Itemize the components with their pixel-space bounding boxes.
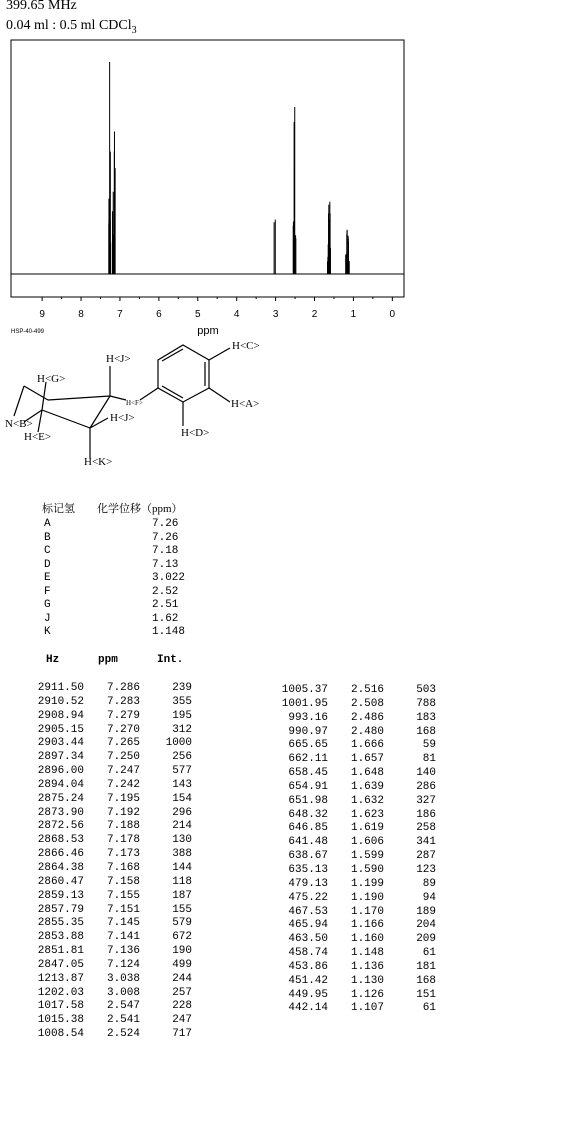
peak-int: 247 <box>172 1014 192 1027</box>
x-axis-label: ppm <box>197 325 219 336</box>
peak-hz: 453.86 <box>288 960 328 973</box>
peak-ppm: 7.141 <box>106 931 140 944</box>
peak-row <box>272 850 436 864</box>
peak-int: 1000 <box>165 737 192 750</box>
peak-hz: 2853.88 <box>37 931 84 944</box>
peak-hz: 2894.04 <box>37 778 84 791</box>
spectrometer-frequency: 399.65 MHz <box>6 0 77 13</box>
peak-ppm: 7.155 <box>106 889 140 902</box>
peak-ppm: 1.632 <box>350 794 384 807</box>
peak-row <box>28 931 192 945</box>
peak-int: 256 <box>172 751 192 764</box>
peak-table-left <box>28 682 192 1042</box>
assignment-shift: 3.022 <box>152 572 186 584</box>
peak-hz: 2859.13 <box>37 889 84 902</box>
x-tick-label-6: 6 <box>156 309 162 320</box>
peak-row <box>272 684 436 698</box>
col-int-header: Int. <box>157 654 184 666</box>
assignment-row <box>42 599 212 613</box>
peak-ppm: 7.242 <box>106 778 140 791</box>
peak-int: 189 <box>416 905 436 918</box>
peak-ppm: 7.158 <box>106 875 140 888</box>
peak-ppm: 1.657 <box>350 753 384 766</box>
peak-int: 94 <box>422 891 436 904</box>
assignment-shift: 1.62 <box>152 612 179 625</box>
peak-row <box>272 892 436 906</box>
peak-row <box>28 820 192 834</box>
peak-int: 503 <box>416 684 436 696</box>
peak-ppm: 2.516 <box>350 684 384 696</box>
peak-ppm: 7.124 <box>106 958 140 971</box>
label-hf: H<F> <box>126 399 143 407</box>
bond-hg <box>42 382 46 410</box>
peak-row <box>272 809 436 823</box>
peak-int: 239 <box>172 682 192 694</box>
peak-int: 181 <box>416 960 436 973</box>
peak-row <box>272 864 436 878</box>
x-axis <box>39 297 395 320</box>
assignment-label: J <box>44 612 51 625</box>
peak-row <box>272 726 436 740</box>
peak-row <box>272 712 436 726</box>
peak-ppm: 1.190 <box>350 891 384 904</box>
peak-hz: 635.13 <box>288 863 328 876</box>
peak-ppm: 1.666 <box>350 739 384 752</box>
peak-ppm: 2.486 <box>350 711 384 724</box>
x-tick-label-4: 4 <box>233 309 240 320</box>
peak-row <box>272 1002 436 1016</box>
peak-hz: 651.98 <box>288 794 328 807</box>
peak-ppm: 7.279 <box>106 709 140 722</box>
peak-hz: 2903.44 <box>37 737 84 750</box>
label-hg: H<G> <box>37 373 66 385</box>
peak-row <box>28 724 192 738</box>
peak-ppm: 7.173 <box>106 848 140 861</box>
peak-row <box>28 987 192 1001</box>
peak-row <box>28 710 192 724</box>
peak-int: 186 <box>416 808 436 821</box>
x-tick-label-9: 9 <box>39 309 45 320</box>
peak-row <box>272 933 436 947</box>
peak-ppm: 1.199 <box>350 877 384 890</box>
peak-hz: 654.91 <box>288 780 328 793</box>
peak-hz: 2896.00 <box>37 765 84 778</box>
peak-int: 61 <box>422 1002 436 1015</box>
assignment-table <box>42 500 212 640</box>
peak-row <box>28 807 192 821</box>
peak-row <box>272 698 436 712</box>
label-hj-axial: H<J> <box>110 412 135 424</box>
peak-ppm: 1.160 <box>350 933 384 946</box>
peak-row <box>272 878 436 892</box>
peak-int: 144 <box>172 861 192 874</box>
peak-ppm: 1.148 <box>350 947 384 960</box>
assignment-shift: 2.52 <box>152 585 179 598</box>
peak-ppm: 7.188 <box>106 820 140 833</box>
peak-hz: 1008.54 <box>37 1028 84 1041</box>
peak-ppm: 3.008 <box>106 986 140 999</box>
assignment-row <box>42 518 212 532</box>
molecule-structure <box>0 330 300 480</box>
peak-hz: 1001.95 <box>281 697 328 710</box>
peak-int: 143 <box>172 778 192 791</box>
peak-int: 341 <box>416 836 436 849</box>
peak-row <box>28 945 192 959</box>
assignment-row <box>42 545 212 559</box>
assignment-label: F <box>44 585 51 598</box>
peak-hz: 2864.38 <box>37 861 84 874</box>
peak-int: 296 <box>172 806 192 819</box>
bond-c4-c5 <box>48 396 110 400</box>
peak-int: 204 <box>416 919 436 932</box>
peak-ppm: 2.508 <box>350 697 384 710</box>
peak-int: 214 <box>172 820 192 833</box>
peak-row <box>28 751 192 765</box>
peak-int: 155 <box>172 903 192 916</box>
peak-row <box>28 876 192 890</box>
peak-int: 287 <box>416 850 436 863</box>
peak-ppm: 1.126 <box>350 988 384 1001</box>
label-nb: N<B> <box>5 418 33 430</box>
peak-row <box>272 822 436 836</box>
peak-int: 579 <box>172 917 192 930</box>
col-ppm-header: ppm <box>98 654 118 666</box>
peak-ppm: 1.170 <box>350 905 384 918</box>
peak-ppm: 7.286 <box>106 682 140 694</box>
assignment-shift: 7.18 <box>152 545 179 557</box>
peak-row <box>28 1014 192 1028</box>
peak-ppm: 1.619 <box>350 822 384 835</box>
peak-ppm: 7.250 <box>106 751 140 764</box>
peak-int: 89 <box>422 877 436 890</box>
x-tick-label-1: 1 <box>350 309 357 320</box>
label-hc: H<C> <box>232 340 260 352</box>
peak-hz: 2868.53 <box>37 834 84 847</box>
assignment-header <box>42 500 212 516</box>
assignment-row <box>42 572 212 586</box>
nmr-spectrum-chart <box>0 36 570 336</box>
assignment-shift: 7.26 <box>152 531 179 544</box>
peak-hz: 2855.35 <box>37 917 84 930</box>
peak-hz: 442.14 <box>288 1002 328 1015</box>
peak-ppm: 7.195 <box>106 792 140 805</box>
x-tick-label-8: 8 <box>78 309 84 320</box>
peak-ppm: 1.639 <box>350 780 384 793</box>
peak-hz: 2857.79 <box>37 903 84 916</box>
label-ha: H<A> <box>231 398 260 410</box>
peak-hz: 451.42 <box>288 974 328 987</box>
peak-hz: 648.32 <box>288 808 328 821</box>
peak-row <box>28 696 192 710</box>
peak-int: 672 <box>172 931 192 944</box>
peak-ppm: 3.038 <box>106 972 140 985</box>
bond-c4-c3 <box>90 396 110 428</box>
peak-hz: 2911.50 <box>37 682 84 694</box>
peak-int: 140 <box>416 767 436 780</box>
peak-hz: 2875.24 <box>37 792 84 805</box>
peak-int: 123 <box>416 863 436 876</box>
peak-hz: 479.13 <box>288 877 328 890</box>
peak-row <box>272 781 436 795</box>
peak-table-right <box>272 684 436 1016</box>
peak-int: 183 <box>416 711 436 724</box>
peak-ppm: 1.107 <box>350 1002 384 1015</box>
peak-row <box>272 795 436 809</box>
label-hk: H<K> <box>84 456 113 468</box>
peak-int: 151 <box>416 988 436 1001</box>
peak-hz: 658.45 <box>288 767 328 780</box>
peak-int: 187 <box>172 889 192 902</box>
peak-row <box>272 961 436 975</box>
assignment-label: E <box>44 572 51 584</box>
peak-int: 209 <box>416 933 436 946</box>
label-hj-top: H<J> <box>106 353 131 365</box>
assignment-label: B <box>44 531 51 544</box>
peak-hz: 2908.94 <box>37 709 84 722</box>
label-he: H<E> <box>24 431 52 443</box>
peak-hz: 2897.34 <box>37 751 84 764</box>
peak-int: 118 <box>172 875 192 888</box>
peak-int: 168 <box>416 725 436 738</box>
solvent-text: 0.04 ml : 0.5 ml CDCl <box>6 18 132 33</box>
peak-ppm: 1.166 <box>350 919 384 932</box>
solvent-subscript: 3 <box>131 24 137 36</box>
peak-row <box>28 793 192 807</box>
peak-int: 130 <box>172 834 192 847</box>
peak-ppm: 1.606 <box>350 836 384 849</box>
bond-hc <box>209 348 230 360</box>
benzene-ring <box>158 345 209 402</box>
peak-ppm: 2.480 <box>350 725 384 738</box>
peak-ppm: 7.168 <box>106 861 140 874</box>
peak-hz: 1017.58 <box>37 1000 84 1013</box>
bond-c3-c2 <box>42 410 90 428</box>
peak-hz: 475.22 <box>288 891 328 904</box>
peak-int: 257 <box>172 986 192 999</box>
peak-row <box>272 906 436 920</box>
peak-hz: 638.67 <box>288 850 328 863</box>
peak-ppm: 7.265 <box>106 737 140 750</box>
peak-hz: 1213.87 <box>37 972 84 985</box>
peak-row <box>28 904 192 918</box>
peak-row <box>272 836 436 850</box>
peak-hz: 1202.03 <box>37 986 84 999</box>
assignment-rows <box>42 518 212 640</box>
peak-hz: 449.95 <box>288 988 328 1001</box>
peak-int: 59 <box>422 739 436 752</box>
peak-ppm: 7.192 <box>106 806 140 819</box>
sample-solvent <box>6 18 137 36</box>
x-tick-label-5: 5 <box>194 309 201 320</box>
peak-ppm: 2.547 <box>106 1000 140 1013</box>
peak-ppm: 1.623 <box>350 808 384 821</box>
peak-row <box>272 767 436 781</box>
peak-int: 195 <box>172 709 192 722</box>
assignment-label: A <box>44 518 51 530</box>
peak-ppm: 7.136 <box>106 945 140 958</box>
assignment-label: D <box>44 558 51 571</box>
peak-hz: 2905.15 <box>37 723 84 736</box>
assignment-label: C <box>44 545 51 557</box>
peak-ppm: 7.283 <box>106 695 140 708</box>
peak-hz: 467.53 <box>288 905 328 918</box>
peak-row <box>272 989 436 1003</box>
x-tick-label-3: 3 <box>272 309 279 320</box>
peak-row <box>272 975 436 989</box>
peak-row <box>28 1028 192 1042</box>
x-tick-label-0: 0 <box>389 309 396 320</box>
peak-row <box>28 917 192 931</box>
peak-int: 168 <box>416 974 436 987</box>
peak-int: 388 <box>172 848 192 861</box>
assignment-row <box>42 532 212 546</box>
peak-row <box>272 919 436 933</box>
peak-hz: 641.48 <box>288 836 328 849</box>
peak-hz: 2910.52 <box>37 695 84 708</box>
peak-int: 228 <box>172 1000 192 1013</box>
assignment-shift: 2.51 <box>152 599 179 611</box>
peak-int: 81 <box>422 753 436 766</box>
peak-ppm: 7.178 <box>106 834 140 847</box>
peak-row <box>272 753 436 767</box>
peak-int: 244 <box>172 972 192 985</box>
peak-int: 258 <box>416 822 436 835</box>
peak-hz: 1015.38 <box>37 1014 84 1027</box>
peak-hz: 463.50 <box>288 933 328 946</box>
peak-int: 577 <box>172 765 192 778</box>
peak-hz: 2866.46 <box>37 848 84 861</box>
peak-int: 355 <box>172 695 192 708</box>
peak-row <box>272 947 436 961</box>
peak-hz: 1005.37 <box>281 684 328 696</box>
peak-layer <box>109 62 349 274</box>
bond-he <box>38 410 42 432</box>
peak-int: 788 <box>416 697 436 710</box>
peak-ppm: 1.590 <box>350 863 384 876</box>
peak-hz: 458.74 <box>288 947 328 960</box>
peak-row <box>28 834 192 848</box>
peak-int: 312 <box>172 723 192 736</box>
x-tick-label-7: 7 <box>117 309 123 320</box>
assignment-label: K <box>44 626 51 638</box>
peak-row <box>272 739 436 753</box>
peak-hz: 2873.90 <box>37 806 84 819</box>
peak-hz: 2851.81 <box>37 945 84 958</box>
peak-int: 190 <box>172 945 192 958</box>
peak-row <box>28 973 192 987</box>
peak-row <box>28 848 192 862</box>
x-tick-label-2: 2 <box>311 309 318 320</box>
label-hd: H<D> <box>181 427 210 439</box>
peak-int: 61 <box>422 947 436 960</box>
assignment-row <box>42 626 212 640</box>
assignment-label: G <box>44 599 51 611</box>
assignment-row <box>42 559 212 573</box>
peak-row <box>28 1000 192 1014</box>
peak-ppm: 1.599 <box>350 850 384 863</box>
bond-ha <box>209 388 230 402</box>
peak-hz: 2860.47 <box>37 875 84 888</box>
peak-int: 717 <box>172 1028 192 1041</box>
peak-row <box>28 890 192 904</box>
peak-ppm: 1.130 <box>350 974 384 987</box>
peak-row <box>28 682 192 696</box>
peak-hz: 465.94 <box>288 919 328 932</box>
assignment-row <box>42 613 212 627</box>
peak-int: 499 <box>172 958 192 971</box>
assignment-shift: 1.148 <box>152 626 186 638</box>
col-hz-header: Hz <box>46 654 60 666</box>
peak-ppm: 2.541 <box>106 1014 140 1027</box>
peak-int: 154 <box>172 792 192 805</box>
peak-ppm: 2.524 <box>106 1028 140 1041</box>
peak-row <box>28 779 192 793</box>
peak-hz: 2847.05 <box>37 958 84 971</box>
assignment-shift: 7.26 <box>152 518 179 530</box>
peak-ppm: 7.270 <box>106 723 140 736</box>
peak-hz: 990.97 <box>288 725 328 738</box>
peak-row <box>28 862 192 876</box>
peak-row <box>28 737 192 751</box>
peak-ppm: 7.145 <box>106 917 140 930</box>
plot-frame <box>11 40 404 297</box>
peak-ppm: 1.136 <box>350 960 384 973</box>
peak-row <box>28 959 192 973</box>
bond-ch2-ch <box>110 396 126 400</box>
peak-hz: 665.65 <box>288 739 328 752</box>
peak-int: 286 <box>416 780 436 793</box>
peak-hz: 993.16 <box>288 711 328 724</box>
peak-ppm: 7.151 <box>106 903 140 916</box>
peak-int: 327 <box>416 794 436 807</box>
spectrum-code: HSP-40-499 <box>11 329 45 335</box>
peak-hz: 2872.56 <box>37 820 84 833</box>
assignment-shift: 7.13 <box>152 558 179 571</box>
peak-ppm: 1.648 <box>350 767 384 780</box>
header-shift: 化学位移（ppm） <box>97 503 183 515</box>
peak-ppm: 7.247 <box>106 765 140 778</box>
peak-hz: 646.85 <box>288 822 328 835</box>
assignment-row <box>42 586 212 600</box>
bond-c6-n <box>14 386 24 416</box>
header-label: 标记氢 <box>42 503 75 515</box>
peak-row <box>28 765 192 779</box>
peak-hz: 662.11 <box>288 753 328 766</box>
